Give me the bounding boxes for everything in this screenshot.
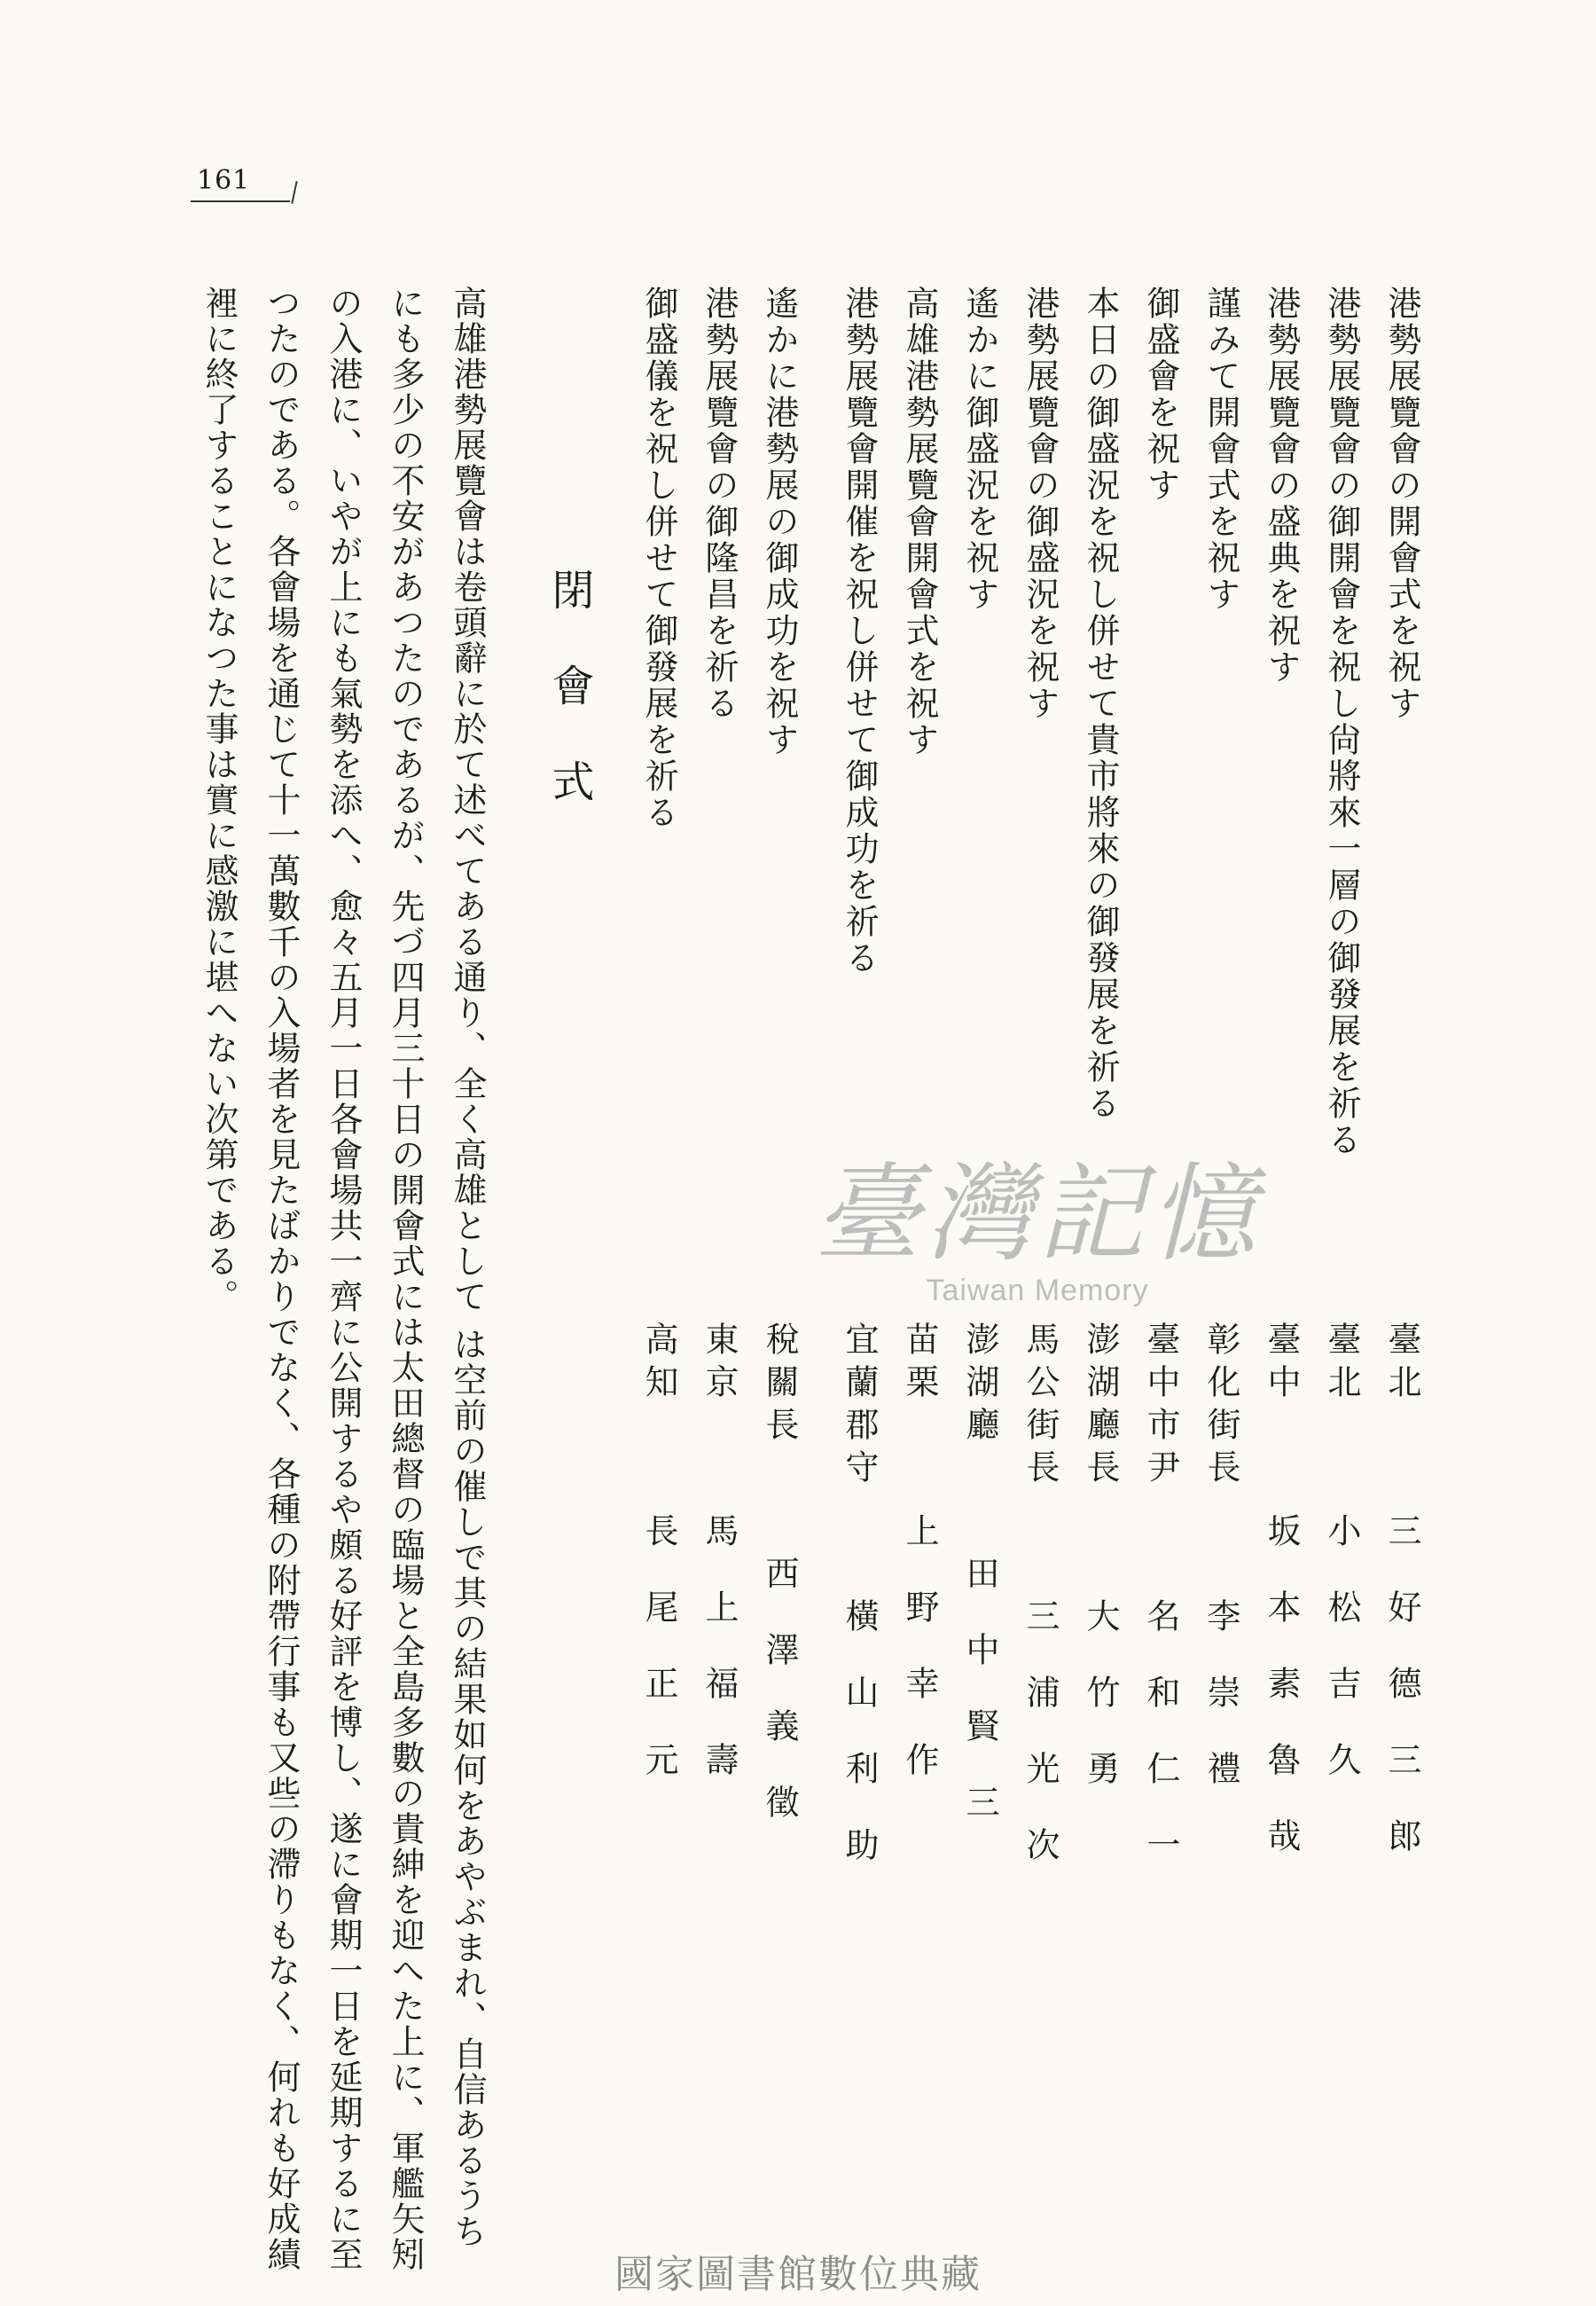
signatory-4 [1201, 1322, 1240, 1827]
message-column-3: 港勢展覽會の盛典を祝す [1262, 286, 1301, 686]
signatory-name: 西澤義徵 [760, 1556, 799, 1861]
message-column-6: 本日の御盛況を祝し併せて貴市將來の御發展を祈る [1081, 286, 1120, 1122]
watermark-chinese: 臺灣記憶 [814, 1153, 1261, 1276]
signatory-office: 高知 [639, 1322, 678, 1407]
signatory-name: 上野幸作 [900, 1513, 939, 1818]
signatory-office: 臺北 [1322, 1322, 1361, 1407]
signatory-name: 坂本素魯哉 [1262, 1513, 1301, 1894]
signatory-1 [1382, 1322, 1421, 1894]
message-column-11: 遙かに港勢展の御成功を祝す [760, 286, 799, 758]
signatory-office: 臺中 [1262, 1322, 1301, 1407]
section-title: 閉會式 [544, 568, 594, 855]
message-column-1: 港勢展覽會の開會式を祝す [1382, 286, 1421, 722]
signatory-name: 小松吉久 [1322, 1513, 1361, 1818]
message-column-10: 港勢展覽會開催を祝し併せて御成功を祈る [840, 286, 879, 977]
page-number-rule [191, 200, 290, 202]
message-column-12: 港勢展覽會の御隆昌を祈る [700, 286, 739, 722]
signatory-10 [840, 1322, 879, 1903]
signatory-8 [960, 1322, 999, 1861]
signatory-9 [900, 1322, 939, 1818]
signatory-office: 東京 [700, 1322, 739, 1407]
signatory-name: 大竹勇 [1081, 1598, 1120, 1827]
signatory-office: 澎湖廳 [960, 1322, 999, 1449]
signatory-office: 馬公街長 [1021, 1322, 1060, 1492]
signatory-13 [639, 1322, 678, 1818]
signatory-11 [760, 1322, 799, 1861]
signatory-name: 長尾正元 [639, 1513, 678, 1818]
signatory-2 [1322, 1322, 1361, 1818]
page-number: 161 [197, 165, 251, 196]
message-column-2: 港勢展覽會の御開會を祝し尙將來一層の御發展を祈る [1322, 286, 1361, 1158]
signatory-name: 三好德三郎 [1382, 1513, 1421, 1894]
signatory-7 [1021, 1322, 1060, 1903]
watermark-english: Taiwan Memory [926, 1274, 1149, 1307]
signatory-5 [1141, 1322, 1180, 1903]
prose-column-5: 裡に終了することになつた事は實に感激に堪へない次第である。 [200, 286, 239, 1314]
message-column-5: 御盛會を祝す [1141, 286, 1180, 504]
signatory-office: 宜蘭郡守 [840, 1322, 879, 1492]
message-column-8: 遙かに御盛況を祝す [960, 286, 999, 613]
prose-column-2: にも多少の不安があつたのであるが、先づ四月三十日の開會式には太田總督の臨場と全島多數の貴紳を迎へた上に、軍艦矢矧 [386, 286, 425, 2272]
prose-column-1: 高雄港勢展覽會は卷頭辭に於て述べてある通り、全く高雄として は空前の催しで其の結果如何をあやぶまれ、自信あるうち [448, 286, 487, 2250]
message-column-4: 謹みて開會式を祝す [1201, 286, 1240, 613]
watermark-logo [789, 1153, 1286, 1322]
footer-archive-label: 國家圖書館數位典藏 [614, 2252, 982, 2297]
signatory-name: 田中賢三 [960, 1556, 999, 1861]
signatory-office: 稅關長 [760, 1322, 799, 1449]
message-column-7: 港勢展覽會の御盛況を祝す [1021, 286, 1060, 722]
prose-column-3: の入港に、いやが上にも氣勢を添へ、愈々五月一日各會場共一齊に公開するや頗る好評を博し、遂に會期一日を延期するに至 [324, 286, 363, 2272]
message-column-9: 高雄港勢展覽會開會式を祝す [900, 286, 939, 758]
message-column-13: 御盛儀を祝し併せて御發展を祈る [639, 286, 678, 831]
prose-column-4: つたのである。各會場を通じて十一萬數千の入場者を見たばかりでなく、各種の附帶行事も又些の滯りもなく、何れも好成績 [262, 286, 301, 2272]
signatory-name: 橫山利助 [840, 1598, 879, 1903]
signatory-office: 彰化街長 [1201, 1322, 1240, 1492]
signatory-12 [700, 1322, 739, 1818]
signatory-office: 苗栗 [900, 1322, 939, 1407]
signatory-name: 名和仁一 [1141, 1598, 1180, 1903]
signatory-office: 臺北 [1382, 1322, 1421, 1407]
signatory-name: 三浦光次 [1021, 1598, 1060, 1903]
signatory-6 [1081, 1322, 1120, 1827]
signatory-office: 臺中市尹 [1141, 1322, 1180, 1492]
signatory-office: 澎湖廳長 [1081, 1322, 1120, 1492]
signatory-name: 馬上福壽 [700, 1513, 739, 1818]
signatory-3 [1262, 1322, 1301, 1894]
signatory-name: 李崇禮 [1201, 1598, 1240, 1827]
